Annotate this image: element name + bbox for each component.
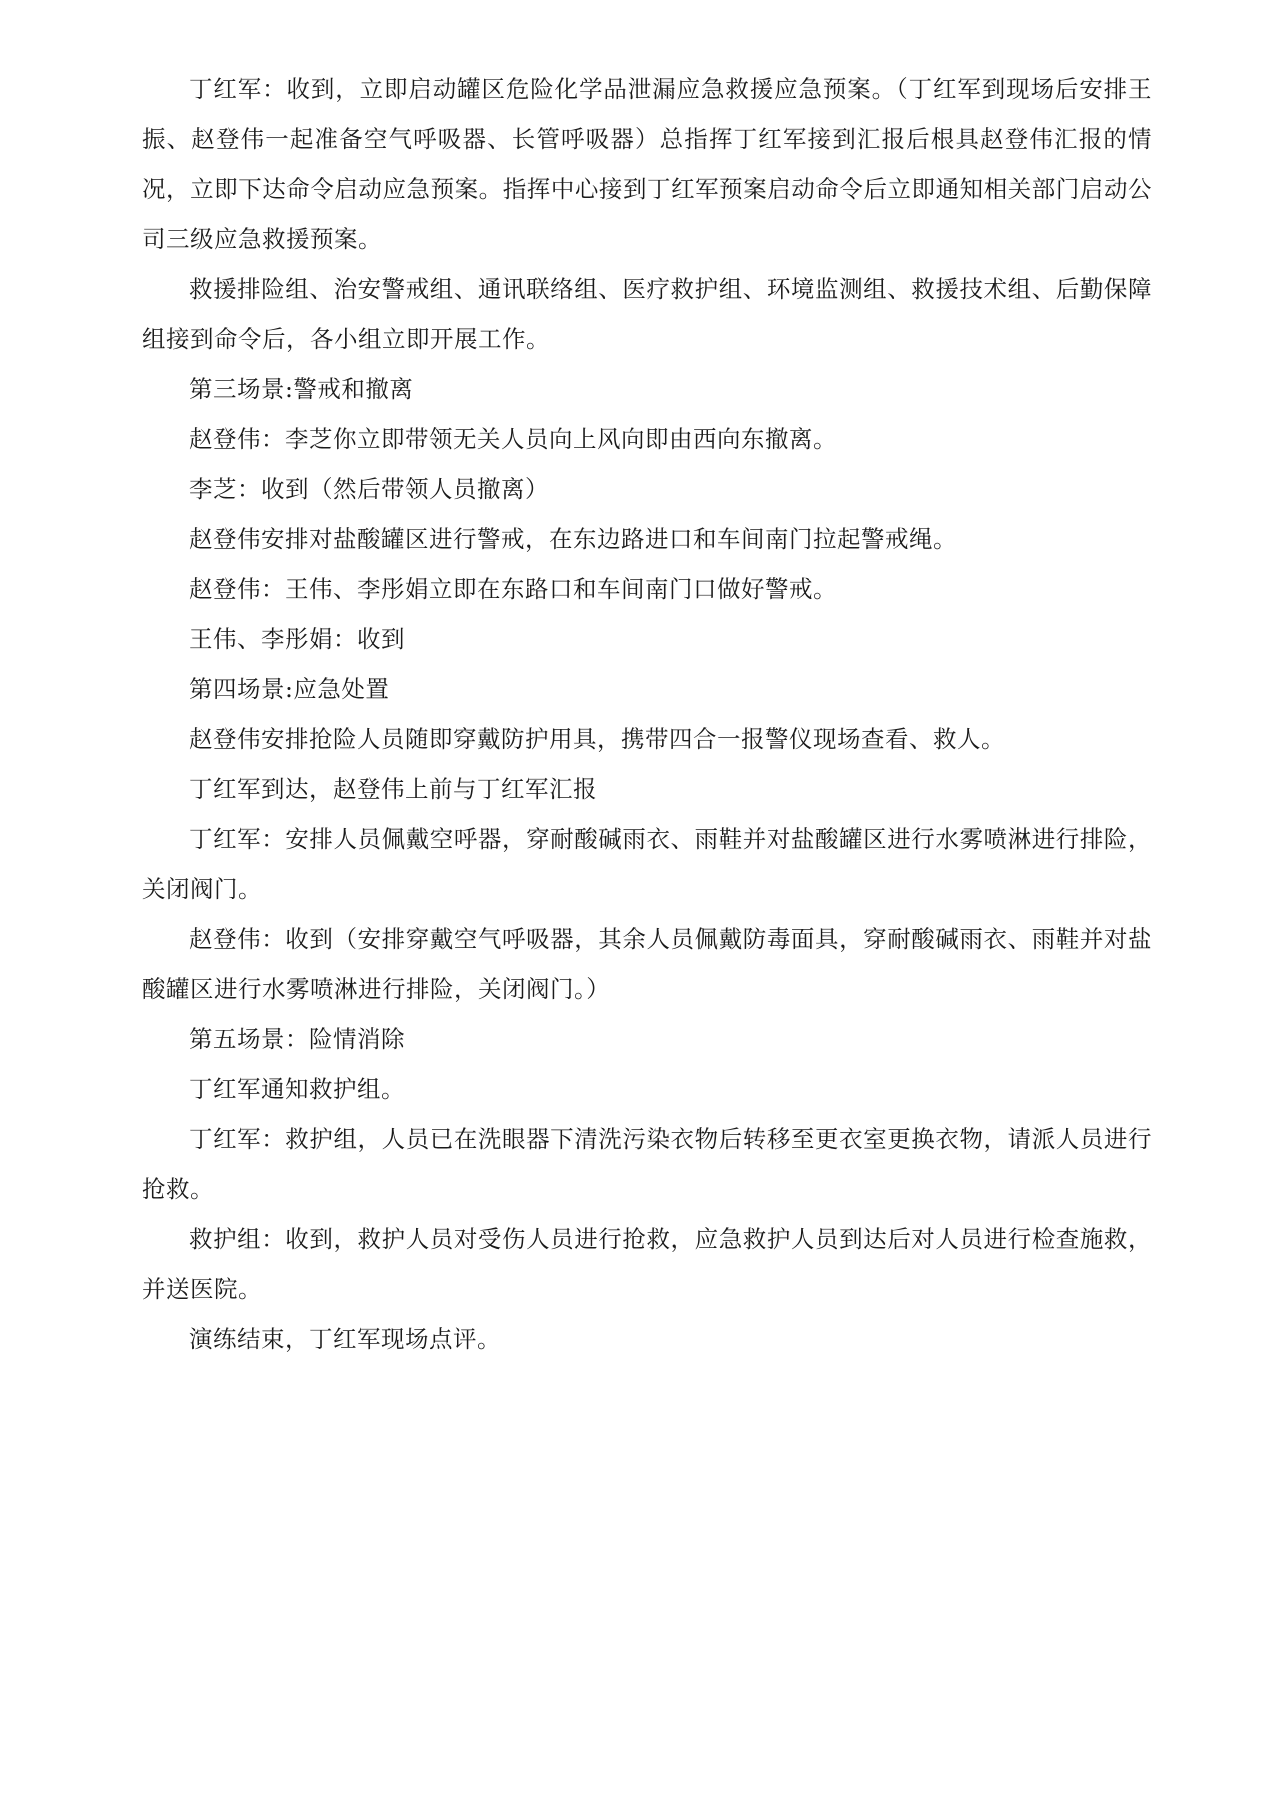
paragraph-groups-start-work: 救援排险组、治安警戒组、通讯联络组、医疗救护组、环境监测组、救援技术组、后勤保障组接到命令后，各小组立即开展工作。 bbox=[142, 275, 1152, 353]
paragraph-spray-ack: 赵登伟：收到（安排穿戴空气呼吸器，其余人员佩戴防毒面具，穿耐酸碱雨衣、雨鞋并对盐酸罐区进行水雾喷淋进行排险，关闭阀门。） bbox=[142, 925, 1152, 1003]
paragraph-evacuation-order: 赵登伟：李芝你立即带领无关人员向上风向即由西向东撤离。 bbox=[189, 425, 837, 453]
paragraph-notify-rescue: 丁红军通知救护组。 bbox=[189, 1075, 405, 1103]
paragraph-drill-end: 演练结束，丁红军现场点评。 bbox=[189, 1325, 501, 1353]
paragraph-cordon-ack: 王伟、李彤娟：收到 bbox=[189, 625, 405, 653]
paragraph-cordon-setup: 赵登伟安排对盐酸罐区进行警戒，在东边路进口和车间南门拉起警戒绳。 bbox=[189, 525, 957, 553]
paragraph-rescue-request: 丁红军：救护组，人员已在洗眼器下清洗污染衣物后转移至更衣室更换衣物，请派人员进行抢救。 bbox=[142, 1125, 1152, 1203]
paragraph-activate-plan: 丁红军：收到，立即启动罐区危险化学品泄漏应急救援应急预案。（丁红军到现场后安排王振、赵登伟一起准备空气呼吸器、长管呼吸器）总指挥丁红军接到汇报后根具赵登伟汇报的情况，立即下达命令启动应急预案。指挥中心接到丁红军预案启动命令后立即通知相关部门启动公司三级应急救援预案。 bbox=[142, 75, 1152, 253]
document-body bbox=[142, 64, 1152, 1364]
scene-4-heading: 第四场景:应急处置 bbox=[189, 675, 390, 703]
paragraph-rescue-ack: 救护组：收到，救护人员对受伤人员进行抢救，应急救护人员到达后对人员进行检查施救，并送医院。 bbox=[142, 1225, 1152, 1303]
paragraph-evacuation-ack: 李芝：收到（然后带领人员撤离） bbox=[189, 475, 549, 503]
scene-5-heading: 第五场景：险情消除 bbox=[189, 1025, 405, 1053]
paragraph-rescue-gear: 赵登伟安排抢险人员随即穿戴防护用具，携带四合一报警仪现场查看、救人。 bbox=[189, 725, 1005, 753]
scene-3-heading: 第三场景:警戒和撤离 bbox=[189, 375, 414, 403]
paragraph-spray-order: 丁红军：安排人员佩戴空呼器，穿耐酸碱雨衣、雨鞋并对盐酸罐区进行水雾喷淋进行排险，关闭阀门。 bbox=[142, 825, 1152, 903]
paragraph-arrival-report: 丁红军到达，赵登伟上前与丁红军汇报 bbox=[189, 775, 597, 803]
paragraph-cordon-order: 赵登伟：王伟、李彤娟立即在东路口和车间南门口做好警戒。 bbox=[189, 575, 837, 603]
